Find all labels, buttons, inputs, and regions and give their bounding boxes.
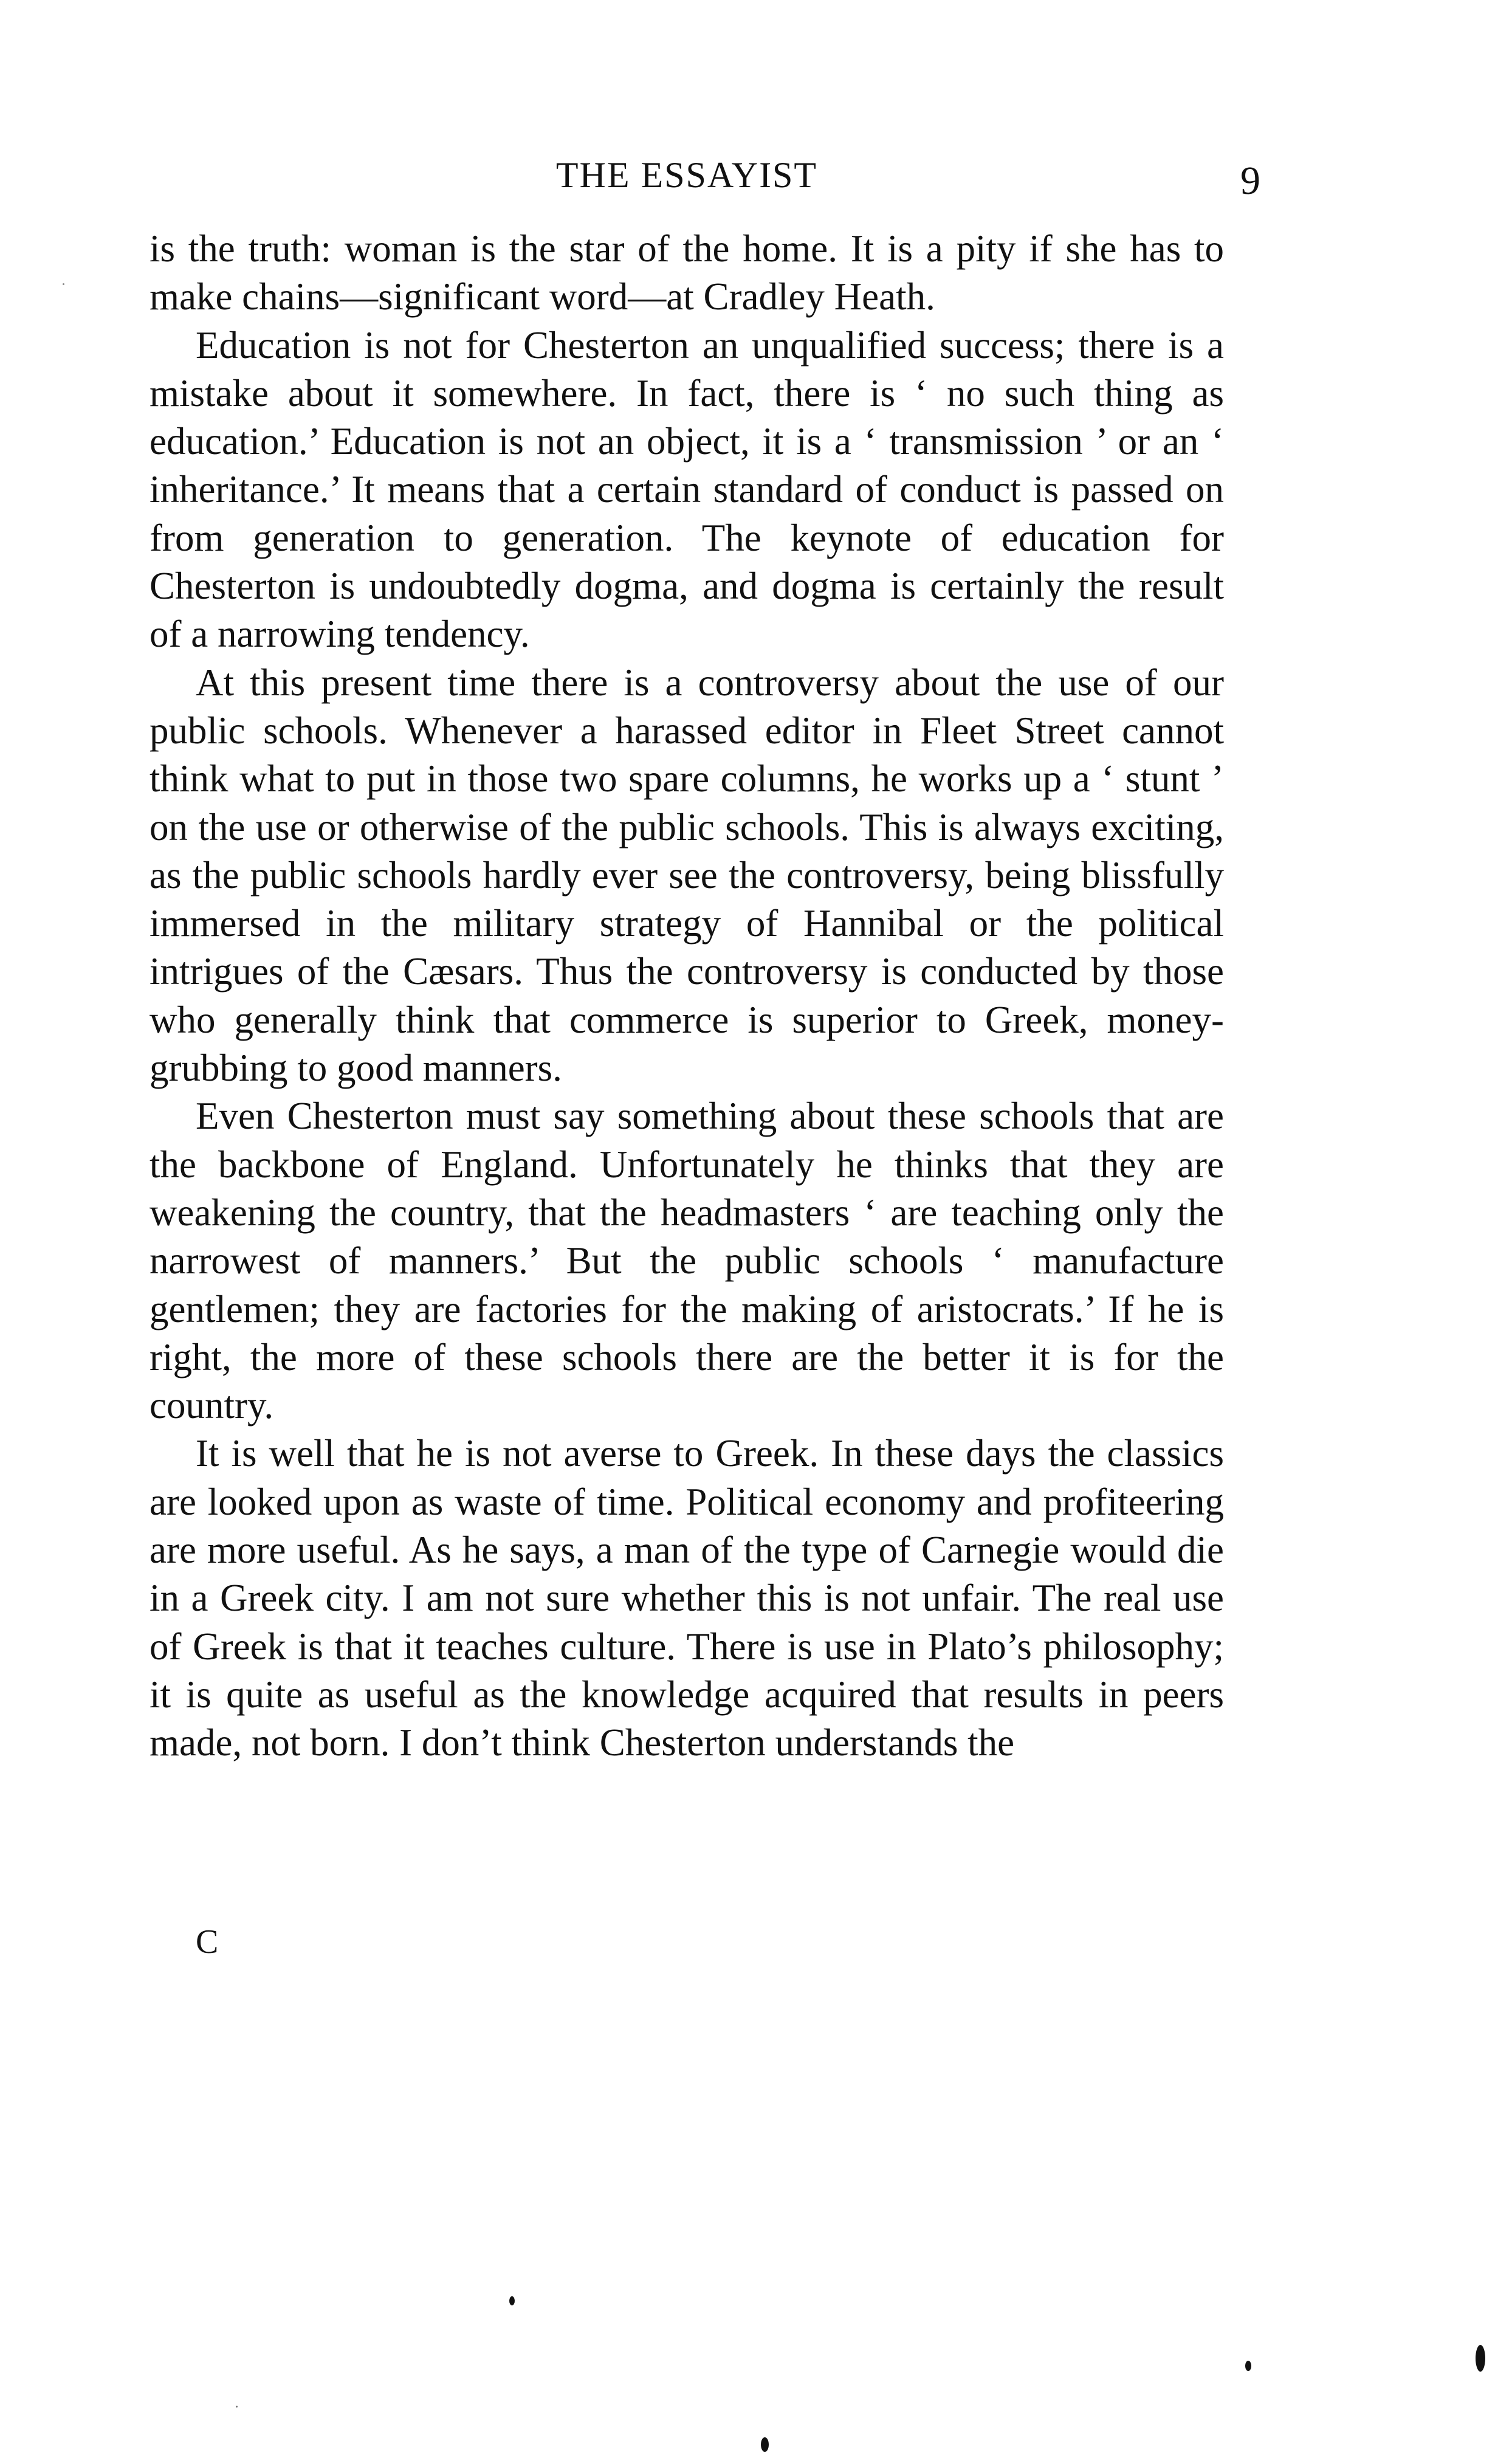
ink-speck	[761, 2437, 769, 2452]
running-head	[149, 151, 1260, 203]
paragraph-greek: It is well that he is not averse to Greek. In these days the classics are looked upon as waste of time. Political economy and profiteering are more useful. As he says, a man of the type of Carnegie would die in a Greek city. I am not sure whether this is not unfair. The real use of Greek is that it teaches culture. There is use in Plato’s philosophy; it is quite as useful as the knowledge acquired that results in peers made, not born. I don’t think Chesterton understands the	[149, 1432, 1224, 1764]
paragraph-continued: is the truth: woman is the star of the home. It is a pity if she has to make chains—significant word—at Cradley Heath.	[149, 227, 1224, 318]
ink-speck	[63, 283, 64, 285]
body-text	[149, 225, 1224, 1767]
paragraph-education: Education is not for Chesterton an unqualified success; there is a mistake about it somewhere. In fact, there is ‘ no such thing as education.’ Education is not an object, it is a ‘ transmission ’ or an ‘ inheritance.’ It means that a certain standard of conduct is passed on from generation to generation. The keynote of education for Chesterton is undoubtedly dogma, and dogma is certainly the result of a narrowing tendency.	[149, 323, 1224, 656]
signature-mark: C	[196, 1923, 219, 1961]
paragraph-backbone-of-england: Even Chesterton must say something about these schools that are the backbone of England. Unfortunately he thinks that they are weakening the country, that the headmasters ‘ are teaching only the narrowest of manners.’ But the public schools ‘ manufacture gentlemen; they are factories for the making of aristocrats.’ If he is right, the more of these schools there are the better it is for the country.	[149, 1095, 1224, 1427]
ink-speck	[236, 2406, 238, 2408]
paragraph-public-schools-controversy: At this present time there is a controversy about the use of our public schools. Whenever a harassed editor in Fleet Street cannot think what to put in those two spare columns, he works up a ‘ stunt ’ on the use or otherwise of the public schools. This is always exciting, as the public schools hardly ever see the controversy, being blissfully immersed in the military strategy of Hannibal or the political intrigues of the Cæsars. Thus the controversy is conducted by those who generally think that commerce is superior to Greek, money-grubbing to good manners.	[149, 661, 1224, 1090]
ink-speck	[509, 2296, 515, 2305]
ink-speck	[1476, 2345, 1485, 2372]
ink-speck	[1245, 2361, 1251, 2371]
running-title: THE ESSAYIST	[555, 155, 818, 195]
page-number: 9	[1240, 159, 1260, 203]
